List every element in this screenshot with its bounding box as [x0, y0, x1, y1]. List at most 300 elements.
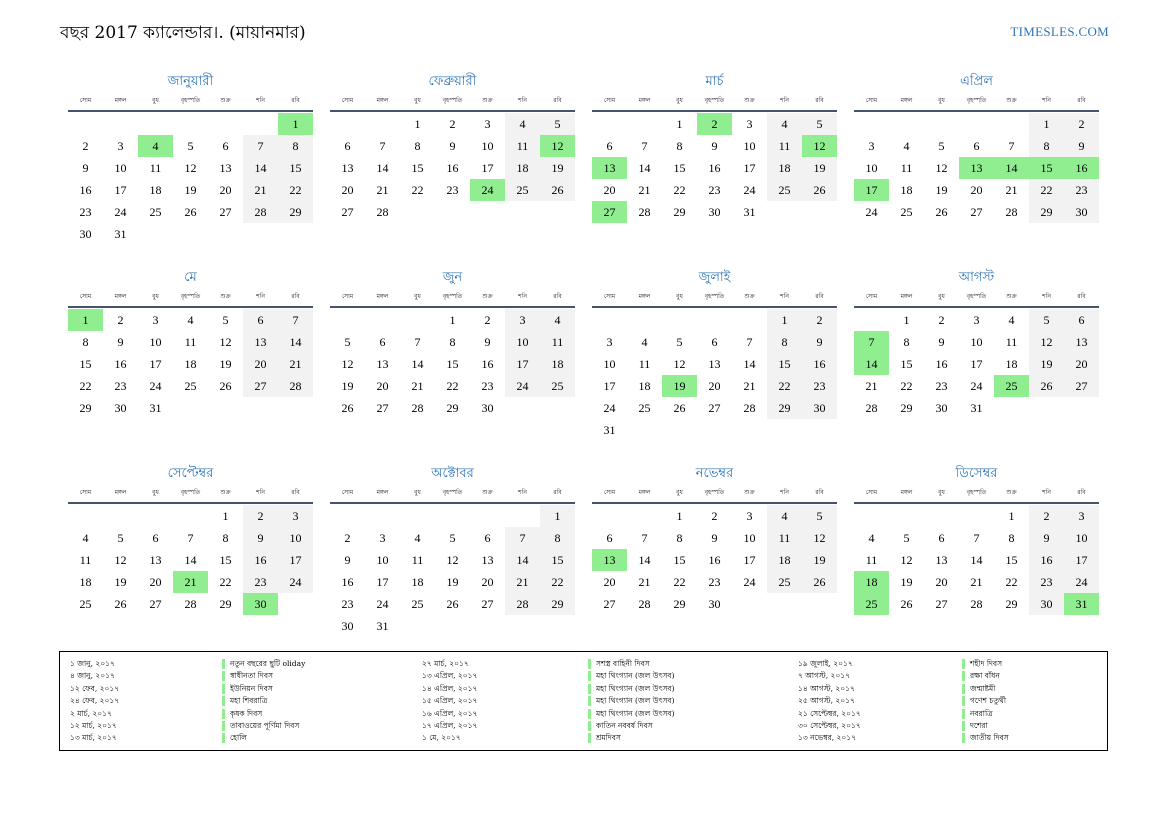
day-cell: 28	[411, 401, 424, 415]
day-cell: 10	[376, 553, 389, 567]
day-cell: 21	[278, 353, 313, 375]
day-cell: 16	[481, 357, 494, 371]
day-cell: 19	[935, 183, 948, 197]
day-cell: 25	[854, 593, 889, 615]
day-cell: 12	[219, 335, 232, 349]
weekday-label: রবি	[291, 489, 300, 496]
weekday-label: শনি	[256, 293, 265, 300]
day-cell: 5	[676, 335, 683, 349]
day-cell: 2	[697, 113, 732, 135]
month-block	[854, 268, 1099, 419]
holiday-date: ১৩ নভেম্বর, ২০১৭	[798, 733, 857, 743]
holiday-date: ১৯ জুলাই, ২০১৭	[798, 659, 853, 668]
day-grid	[592, 113, 837, 223]
day-cell: 10	[743, 139, 756, 153]
day-cell: 28	[243, 201, 278, 223]
weekday-label: মঙ্গল	[638, 97, 651, 104]
day-cell: 29	[278, 201, 313, 223]
day-cell: 9	[1064, 135, 1099, 157]
day-cell: 29	[1029, 201, 1064, 223]
legend-row	[412, 670, 752, 682]
empty-cell	[400, 505, 435, 527]
day-cell: 21	[1005, 183, 1018, 197]
day-cell: 20	[243, 353, 278, 375]
day-cell: 1	[1008, 509, 1015, 523]
day-cell: 29	[673, 597, 686, 611]
day-cell: 24	[505, 375, 540, 397]
empty-cell	[889, 505, 924, 527]
weekday-label: মঙ্গল	[114, 97, 127, 104]
day-cell: 21	[173, 571, 208, 593]
weekday-label: শনি	[256, 97, 265, 104]
day-cell: 6	[606, 531, 613, 545]
day-cell: 30	[708, 205, 721, 219]
day-cell: 3	[484, 117, 491, 131]
day-cell: 26	[673, 401, 686, 415]
holiday-date: ১ জানু, ২০১৭	[70, 659, 115, 668]
legend-row	[60, 683, 400, 695]
weekday-label: বুধ	[676, 293, 683, 300]
day-cell: 5	[222, 313, 229, 327]
day-cell: 6	[711, 335, 718, 349]
weekday-header	[854, 288, 1099, 308]
day-cell: 12	[900, 553, 913, 567]
holiday-name: মহা থিংগ্যান (জল উৎসব)	[588, 709, 675, 719]
day-cell: 17	[970, 357, 983, 371]
day-cell: 26	[1029, 375, 1064, 397]
day-cell: 15	[900, 357, 913, 371]
day-cell: 21	[638, 575, 651, 589]
weekday-label: শনি	[1042, 293, 1051, 300]
weekday-label: বুধ	[676, 97, 683, 104]
month-block	[854, 464, 1099, 615]
day-cell: 21	[505, 571, 540, 593]
day-cell: 9	[243, 527, 278, 549]
day-cell: 15	[411, 161, 424, 175]
day-cell: 20	[219, 183, 232, 197]
weekday-label: শুক্র	[1006, 97, 1017, 104]
day-cell: 2	[711, 509, 718, 523]
month-name: আগস্ট	[958, 270, 995, 285]
day-cell: 10	[603, 357, 616, 371]
weekday-label: রবি	[1077, 293, 1086, 300]
day-cell: 11	[1005, 335, 1018, 349]
day-cell: 17	[743, 553, 756, 567]
day-cell: 6	[484, 531, 491, 545]
day-cell: 21	[243, 179, 278, 201]
day-cell: 5	[117, 531, 124, 545]
weekday-header	[330, 288, 575, 308]
month-name: সেপ্টেম্বর	[167, 466, 214, 481]
day-cell: 18	[505, 157, 540, 179]
legend-row	[788, 683, 1128, 695]
day-cell: 18	[900, 183, 913, 197]
day-cell: 14	[278, 331, 313, 353]
day-cell: 5	[540, 113, 575, 135]
legend-row	[412, 695, 752, 707]
legend-row	[788, 708, 1128, 720]
day-cell: 5	[449, 531, 456, 545]
day-cell: 24	[376, 597, 389, 611]
day-cell: 27	[243, 375, 278, 397]
day-cell: 14	[376, 161, 389, 175]
holiday-name: তাবাওয়ের পূর্ণিমা দিবস	[222, 721, 299, 731]
day-cell: 15	[1005, 553, 1018, 567]
month-name: ডিসেম্বর	[955, 466, 998, 481]
month-block	[68, 268, 313, 419]
day-cell: 18	[79, 575, 92, 589]
day-cell: 13	[708, 357, 721, 371]
day-cell: 27	[376, 401, 389, 415]
day-cell: 6	[222, 139, 229, 153]
day-cell: 10	[865, 161, 878, 175]
day-cell: 6	[938, 531, 945, 545]
day-cell: 1	[68, 309, 103, 331]
day-cell: 9	[938, 335, 945, 349]
month-name: এপ্রিল	[960, 74, 993, 89]
day-cell: 8	[540, 527, 575, 549]
weekday-label: শনি	[780, 97, 789, 104]
day-cell: 20	[341, 183, 354, 197]
weekday-label: বুধ	[152, 293, 159, 300]
day-cell: 14	[638, 161, 651, 175]
day-cell: 13	[376, 357, 389, 371]
day-grid	[854, 113, 1099, 223]
day-cell: 5	[938, 139, 945, 153]
weekday-label: বৃহস্পতি	[442, 489, 463, 496]
day-cell: 15	[673, 553, 686, 567]
holiday-name: মহা থিংগ্যান (জল উৎসব)	[588, 684, 675, 694]
day-cell: 8	[414, 139, 421, 153]
weekday-label: বৃহস্পতি	[442, 97, 463, 104]
weekday-label: শুক্র	[744, 489, 755, 496]
day-cell: 2	[117, 313, 124, 327]
day-cell: 2	[243, 505, 278, 527]
day-cell: 30	[114, 401, 127, 415]
month-block	[592, 464, 837, 615]
holiday-date: ২৭ মার্চ, ২০১৭	[422, 659, 469, 668]
day-cell: 21	[743, 379, 756, 393]
day-cell: 25	[411, 597, 424, 611]
day-grid	[68, 309, 313, 419]
day-grid	[592, 309, 837, 441]
day-cell: 6	[606, 139, 613, 153]
holiday-name: শ্রমদিবস	[588, 733, 621, 743]
weekday-label: শনি	[780, 293, 789, 300]
day-cell: 28	[638, 205, 651, 219]
day-cell: 5	[802, 505, 837, 527]
day-cell: 3	[152, 313, 159, 327]
month-block	[68, 72, 313, 245]
day-cell: 10	[743, 531, 756, 545]
weekday-label: মঙ্গল	[376, 293, 389, 300]
day-cell: 27	[219, 205, 232, 219]
weekday-header	[330, 92, 575, 112]
empty-cell	[959, 113, 994, 135]
holiday-date: ১৪ এপ্রিল, ২০১৭	[422, 683, 478, 693]
day-cell: 9	[82, 161, 89, 175]
holiday-date: ৭ আগস্ট, ২০১৭	[798, 671, 850, 681]
month-name: জানুয়ারী	[167, 74, 214, 89]
holiday-date: ২ মার্চ, ২০১৭	[70, 708, 112, 718]
weekday-label: রবি	[553, 489, 562, 496]
empty-cell	[592, 505, 627, 527]
day-cell: 1	[676, 509, 683, 523]
month-block	[854, 72, 1099, 223]
weekday-label: মঙ্গল	[638, 293, 651, 300]
day-cell: 1	[903, 313, 910, 327]
holiday-date: ১২ ফেব, ২০১৭	[70, 683, 120, 693]
month-block	[330, 72, 575, 223]
weekday-label: সোম	[603, 489, 616, 496]
day-cell: 19	[1029, 353, 1064, 375]
weekday-label: মঙ্গল	[638, 489, 651, 496]
weekday-label: রবি	[815, 489, 824, 496]
site-link[interactable]: TIMESLES.COM	[1010, 24, 1109, 39]
day-cell: 22	[673, 183, 686, 197]
weekday-label: বুধ	[938, 97, 945, 104]
legend-row	[60, 658, 400, 670]
day-cell: 7	[641, 139, 648, 153]
day-cell: 9	[711, 531, 718, 545]
empty-cell	[173, 505, 208, 527]
holiday-name: মহা থিংগ্যান (জল উৎসব)	[588, 696, 675, 706]
empty-cell	[697, 309, 732, 331]
legend-row	[788, 720, 1128, 732]
page-title: বছর 2017 ক্যালেন্ডার।. (মায়ানমার)	[60, 23, 306, 43]
day-cell: 12	[446, 553, 459, 567]
empty-cell	[103, 505, 138, 527]
day-cell: 31	[114, 227, 127, 241]
day-cell: 25	[540, 375, 575, 397]
day-cell: 27	[1064, 375, 1099, 397]
day-cell: 22	[411, 183, 424, 197]
weekday-header	[854, 484, 1099, 504]
weekday-label: সোম	[865, 293, 878, 300]
weekday-header	[68, 92, 313, 112]
day-cell: 11	[767, 527, 802, 549]
day-cell: 23	[446, 183, 459, 197]
weekday-label: শুক্র	[744, 97, 755, 104]
day-cell: 27	[708, 401, 721, 415]
day-cell: 15	[1029, 157, 1064, 179]
empty-cell	[138, 113, 173, 135]
day-cell: 27	[935, 597, 948, 611]
empty-cell	[138, 505, 173, 527]
day-cell: 4	[903, 139, 910, 153]
day-cell: 2	[82, 139, 89, 153]
empty-cell	[854, 309, 889, 331]
day-cell: 15	[446, 357, 459, 371]
day-cell: 12	[114, 553, 127, 567]
holiday-date: ২৫ আগস্ট, ২০১৭	[798, 696, 855, 706]
weekday-label: সোম	[341, 97, 354, 104]
day-cell: 25	[79, 597, 92, 611]
weekday-header	[68, 484, 313, 504]
day-cell: 1	[767, 309, 802, 331]
day-cell: 16	[243, 549, 278, 571]
day-cell: 14	[243, 157, 278, 179]
weekday-label: রবি	[553, 97, 562, 104]
weekday-label: বুধ	[676, 489, 683, 496]
day-cell: 8	[278, 135, 313, 157]
day-cell: 11	[149, 161, 162, 175]
day-cell: 7	[973, 531, 980, 545]
day-cell: 28	[970, 597, 983, 611]
day-cell: 29	[1005, 597, 1018, 611]
day-cell: 25	[767, 179, 802, 201]
day-cell: 10	[114, 161, 127, 175]
day-cell: 16	[708, 161, 721, 175]
day-cell: 30	[935, 401, 948, 415]
day-cell: 10	[278, 527, 313, 549]
month-name: নভেম্বর	[695, 466, 734, 481]
day-cell: 16	[446, 161, 459, 175]
weekday-label: মঙ্গল	[900, 97, 913, 104]
day-cell: 23	[243, 571, 278, 593]
day-cell: 7	[1008, 139, 1015, 153]
day-cell: 15	[219, 553, 232, 567]
month-name: মে	[184, 270, 197, 285]
weekday-header	[854, 92, 1099, 112]
month-name: ফেব্রুয়ারী	[428, 74, 477, 89]
weekday-label: শুক্র	[482, 293, 493, 300]
day-cell: 11	[865, 553, 878, 567]
legend-row	[788, 732, 1128, 744]
empty-cell	[592, 113, 627, 135]
day-cell: 13	[1064, 331, 1099, 353]
day-cell: 22	[673, 575, 686, 589]
day-cell: 20	[1064, 353, 1099, 375]
day-cell: 3	[746, 509, 753, 523]
empty-cell	[365, 113, 400, 135]
day-cell: 13	[592, 549, 627, 571]
holiday-name: হোলি	[222, 733, 247, 743]
weekday-label: শুক্র	[1006, 293, 1017, 300]
day-cell: 23	[708, 575, 721, 589]
day-cell: 19	[900, 575, 913, 589]
day-cell: 6	[1064, 309, 1099, 331]
empty-cell	[959, 505, 994, 527]
day-cell: 8	[449, 335, 456, 349]
weekday-label: শুক্র	[482, 489, 493, 496]
weekday-label: বৃহস্পতি	[442, 293, 463, 300]
day-cell: 4	[414, 531, 421, 545]
holiday-name: শহীদ দিবস	[962, 659, 1002, 669]
day-cell: 12	[802, 135, 837, 157]
day-cell: 7	[746, 335, 753, 349]
day-cell: 26	[219, 379, 232, 393]
day-cell: 10	[481, 139, 494, 153]
day-cell: 21	[865, 379, 878, 393]
day-cell: 4	[82, 531, 89, 545]
day-grid	[68, 113, 313, 245]
legend-row	[60, 720, 400, 732]
day-cell: 26	[900, 597, 913, 611]
day-cell: 6	[152, 531, 159, 545]
empty-cell	[889, 113, 924, 135]
weekday-label: শনি	[518, 293, 527, 300]
day-cell: 25	[638, 401, 651, 415]
day-cell: 9	[711, 139, 718, 153]
day-cell: 2	[802, 309, 837, 331]
legend-row	[412, 720, 752, 732]
day-cell: 11	[411, 553, 424, 567]
day-cell: 17	[603, 379, 616, 393]
legend-row	[60, 708, 400, 720]
day-cell: 12	[341, 357, 354, 371]
holiday-date: ১৩ মার্চ, ২০১৭	[70, 733, 117, 743]
weekday-header	[68, 288, 313, 308]
day-cell: 19	[219, 357, 232, 371]
day-cell: 18	[184, 357, 197, 371]
day-cell: 28	[184, 597, 197, 611]
holiday-name: স্বাধীনতা দিবস	[222, 671, 273, 681]
day-grid	[330, 309, 575, 419]
legend-row	[60, 732, 400, 744]
day-cell: 27	[481, 597, 494, 611]
day-cell: 23	[481, 379, 494, 393]
empty-cell	[68, 113, 103, 135]
day-cell: 22	[446, 379, 459, 393]
day-cell: 11	[638, 357, 651, 371]
legend-row	[788, 658, 1128, 670]
weekday-header	[592, 92, 837, 112]
empty-cell	[365, 309, 400, 331]
day-cell: 1	[676, 117, 683, 131]
day-cell: 7	[854, 331, 889, 353]
day-cell: 17	[376, 575, 389, 589]
holiday-name: নবরাত্রি	[962, 709, 993, 719]
day-cell: 1	[1029, 113, 1064, 135]
day-cell: 11	[900, 161, 913, 175]
day-cell: 16	[708, 553, 721, 567]
day-cell: 22	[540, 571, 575, 593]
day-cell: 16	[114, 357, 127, 371]
day-cell: 25	[184, 379, 197, 393]
empty-cell	[330, 505, 365, 527]
day-cell: 3	[746, 117, 753, 131]
day-cell: 11	[184, 335, 197, 349]
day-cell: 4	[138, 135, 173, 157]
month-name: জুলাই	[698, 270, 731, 285]
holiday-date: ১৩ এপ্রিল, ২০১৭	[422, 671, 478, 681]
legend-row	[60, 670, 400, 682]
day-cell: 3	[1064, 505, 1099, 527]
day-cell: 19	[341, 379, 354, 393]
day-cell: 10	[149, 335, 162, 349]
day-cell: 27	[970, 205, 983, 219]
weekday-label: রবি	[815, 293, 824, 300]
day-cell: 1	[449, 313, 456, 327]
day-cell: 1	[414, 117, 421, 131]
month-block	[592, 268, 837, 441]
day-cell: 7	[187, 531, 194, 545]
day-cell: 29	[673, 205, 686, 219]
day-cell: 8	[1008, 531, 1015, 545]
day-cell: 21	[970, 575, 983, 589]
day-cell: 3	[278, 505, 313, 527]
day-cell: 10	[505, 331, 540, 353]
day-cell: 17	[114, 183, 127, 197]
weekday-label: রবি	[291, 97, 300, 104]
day-cell: 9	[449, 139, 456, 153]
month-block	[68, 464, 313, 615]
day-cell: 27	[149, 597, 162, 611]
day-cell: 16	[1064, 157, 1099, 179]
day-cell: 13	[935, 553, 948, 567]
day-cell: 26	[184, 205, 197, 219]
